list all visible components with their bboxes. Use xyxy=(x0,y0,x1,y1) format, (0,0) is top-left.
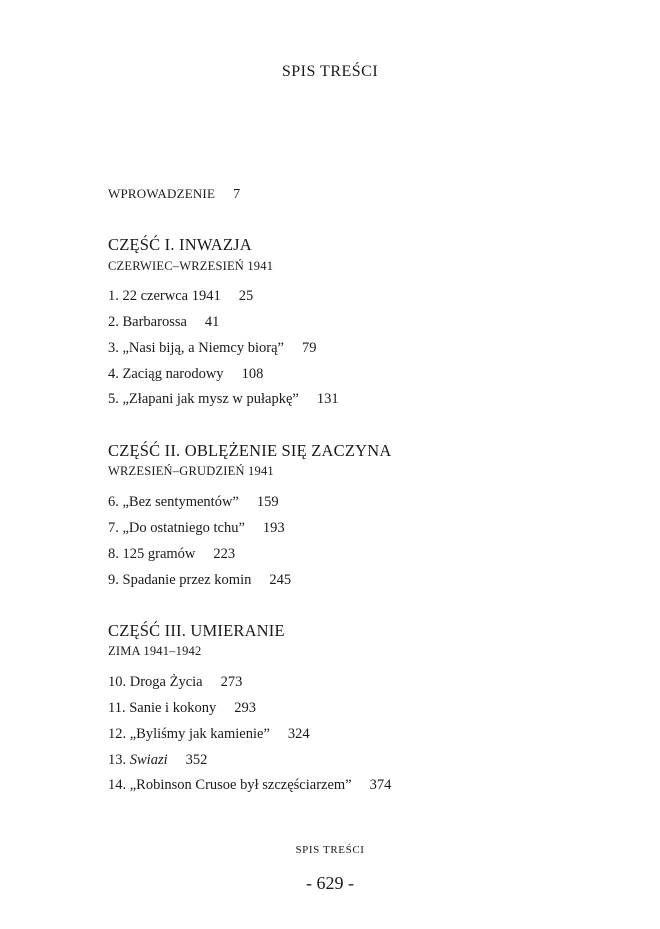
toc-entry xyxy=(108,494,279,511)
chapter-title: Barbarossa xyxy=(122,314,187,330)
chapter-page: 159 xyxy=(256,494,279,510)
toc-entry xyxy=(108,700,256,717)
chapter-title: 125 gramów xyxy=(122,546,196,562)
chapter-number: 5. xyxy=(108,391,119,407)
chapter-title: Zaciąg narodowy xyxy=(122,366,224,382)
chapter-number: 11. xyxy=(108,700,126,716)
part-2-subtitle: WRZESIEŃ–GRUDZIEŃ 1941 xyxy=(108,464,274,478)
chapter-page: 324 xyxy=(287,726,310,742)
chapter-number: 1. xyxy=(108,288,119,304)
running-head: SPIS TREŚCI xyxy=(295,844,365,856)
chapter-page: 108 xyxy=(241,366,264,382)
chapter-number: 10. xyxy=(108,674,127,690)
chapter-number: 6. xyxy=(108,494,119,510)
chapter-title: „Byliśmy jak kamienie” xyxy=(129,726,270,742)
chapter-page: 273 xyxy=(220,674,243,690)
chapter-title: „Robinson Crusoe był szczęściarzem” xyxy=(129,777,352,793)
chapter-title: 22 czerwca 1941 xyxy=(122,288,221,304)
chapter-title: „Nasi biją, a Niemcy biorą” xyxy=(122,340,284,356)
chapter-page: 41 xyxy=(204,314,220,330)
chapter-page: 245 xyxy=(269,572,292,588)
chapter-page: 131 xyxy=(316,391,339,407)
chapter-title: „Bez sentymentów” xyxy=(122,494,239,510)
toc-entry xyxy=(108,674,242,691)
toc-entry xyxy=(108,752,207,769)
introduction-label: WPROWADZENIE xyxy=(108,186,216,201)
part-1-title: CZĘŚĆ I. INWAZJA xyxy=(108,235,252,254)
toc-entry xyxy=(108,314,219,331)
chapter-number: 12. xyxy=(108,726,127,742)
chapter-page: 79 xyxy=(301,340,317,356)
chapter-title: Sanie i kokony xyxy=(129,700,217,716)
chapter-number: 9. xyxy=(108,572,119,588)
toc-entry xyxy=(108,366,263,383)
chapter-title: „Złapani jak mysz w pułapkę” xyxy=(122,391,299,407)
chapter-number: 7. xyxy=(108,520,119,536)
chapter-title: „Do ostatniego tchu” xyxy=(122,520,245,536)
chapter-page: 25 xyxy=(238,288,254,304)
part-3-subtitle: ZIMA 1941–1942 xyxy=(108,644,202,658)
chapter-title: Spadanie przez komin xyxy=(122,572,252,588)
toc-entry xyxy=(108,391,339,408)
toc-entry xyxy=(108,572,291,589)
chapter-number: 3. xyxy=(108,340,119,356)
page-title: SPIS TREŚCI xyxy=(281,63,379,80)
chapter-number: 8. xyxy=(108,546,119,562)
part-2-title: CZĘŚĆ II. OBLĘŻENIE SIĘ ZACZYNA xyxy=(108,441,392,460)
chapter-page: 223 xyxy=(213,546,236,562)
part-3-title: CZĘŚĆ III. UMIERANIE xyxy=(108,621,285,640)
chapter-title: Droga Życia xyxy=(129,674,203,690)
introduction-page: 7 xyxy=(233,187,241,202)
chapter-page: 193 xyxy=(262,520,285,536)
toc-entry xyxy=(108,777,391,794)
chapter-page: 374 xyxy=(369,777,392,793)
page-number: - 629 - xyxy=(306,873,354,893)
chapter-page: 352 xyxy=(185,752,208,768)
toc-entry xyxy=(108,340,316,357)
chapter-page: 293 xyxy=(234,700,256,716)
chapter-number: 14. xyxy=(108,777,127,793)
toc-entry xyxy=(108,520,285,537)
toc-entry xyxy=(108,288,253,305)
chapter-number: 2. xyxy=(108,314,119,330)
toc-introduction xyxy=(108,186,240,203)
toc-entry xyxy=(108,546,235,563)
chapter-title: Swiazi xyxy=(129,752,168,768)
chapter-number: 13. xyxy=(108,752,127,768)
chapter-number: 4. xyxy=(108,366,119,382)
part-1-subtitle: CZERWIEC–WRZESIEŃ 1941 xyxy=(108,259,274,273)
toc-entry xyxy=(108,726,310,743)
